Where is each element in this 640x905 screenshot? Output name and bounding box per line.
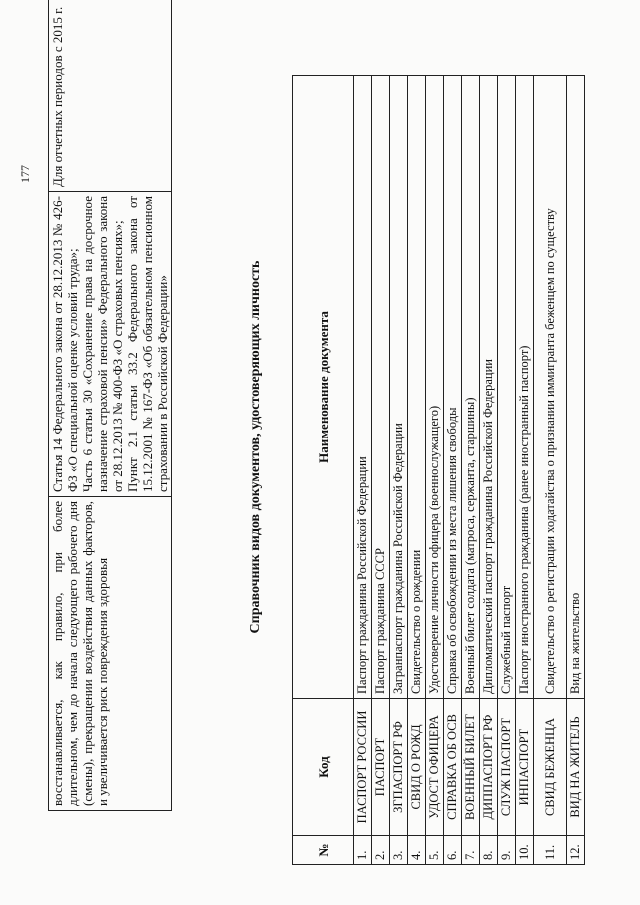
legal-basis-paragraph-1: Статья 14 Федерального закона от 28.12.2013 № 426-ФЗ «О специальной оценке условий труда»; (50, 196, 80, 492)
row-code: СВИД БЕЖЕНЦА (534, 699, 567, 836)
table-row (567, 76, 585, 865)
table-row (516, 76, 534, 865)
row-num: 4. (408, 836, 426, 865)
table-header-row (293, 76, 354, 865)
row-code: ИНПАСПОРТ (516, 699, 534, 836)
identity-documents-table (292, 75, 585, 865)
header-code: Код (293, 699, 354, 836)
row-code: СВИД О РОЖД (408, 699, 426, 836)
row-name: Паспорт гражданина Российской Федерации (354, 76, 372, 699)
row-name: Вид на жительство (567, 76, 585, 699)
row-num: 12. (567, 836, 585, 865)
continuation-table (48, 0, 172, 811)
table-row (498, 76, 516, 865)
row-code: ПАСПОРТ (372, 699, 390, 836)
row-num: 7. (462, 836, 480, 865)
row-num: 5. (426, 836, 444, 865)
row-num: 3. (390, 836, 408, 865)
row-code: ДИППАСПОРТ РФ (480, 699, 498, 836)
header-name: Наименование документа (293, 76, 354, 699)
row-code: ПАСПОРТ РОССИИ (354, 699, 372, 836)
row-name: Военный билет солдата (матроса, сержанта, старшины) (462, 76, 480, 699)
table-row (426, 76, 444, 865)
reference-title: Справочник видов документов, удостоверяющих личность (248, 260, 263, 634)
legal-basis-paragraph-2: Часть 6 статьи 30 «Сохранение права на досрочное назначение страховой пенсии» Федерального закона от 28.12.2013 № 400-ФЗ «О страховых пенсиях»; (80, 196, 125, 492)
row-name: Служебный паспорт (498, 76, 516, 699)
row-name: Справка об освобождении из места лишения свободы (444, 76, 462, 699)
table-row (444, 76, 462, 865)
table-row (408, 76, 426, 865)
row-code: ЗГПАСПОРТ РФ (390, 699, 408, 836)
row-name: Удостоверение личности офицера (военнослужащего) (426, 76, 444, 699)
row-name: Свидетельство о рождении (408, 76, 426, 699)
row-num: 6. (444, 836, 462, 865)
header-num: № (293, 836, 354, 865)
row-num: 2. (372, 836, 390, 865)
period-cell: Для отчетных периодов с 2015 г. (49, 0, 172, 192)
row-code: СПРАВКА ОБ ОСВ (444, 699, 462, 836)
row-code: СЛУЖ ПАСПОРТ (498, 699, 516, 836)
row-name: Загранпаспорт гражданина Российской Федерации (390, 76, 408, 699)
legal-basis-paragraph-3: Пункт 2.1 статьи 33.2 Федерального закона от 15.12.2001 № 167-ФЗ «Об обязательном пенсионном страховании в Российской Федерации» (125, 196, 170, 492)
condition-description-cell: восстанавливается, как правило, при более длительном, чем до начала следующего рабочего дня (смены), прекращении воздействия данных факторов, и увеличивается риск повреждения здоровья (49, 497, 172, 811)
row-num: 11. (534, 836, 567, 865)
legal-basis-cell (49, 192, 172, 497)
row-name: Дипломатический паспорт гражданина Российской Федерации (480, 76, 498, 699)
table-row (372, 76, 390, 865)
row-name: Свидетельство о регистрации ходатайства о признании иммигранта беженцем по существу (534, 76, 567, 699)
table-row (534, 76, 567, 865)
row-num: 1. (354, 836, 372, 865)
table-row (462, 76, 480, 865)
table-row (480, 76, 498, 865)
row-num: 9. (498, 836, 516, 865)
table-row (354, 76, 372, 865)
row-name: Паспорт иностранного гражданина (ранее иностранный паспорт) (516, 76, 534, 699)
row-name: Паспорт гражданина СССР (372, 76, 390, 699)
table-row (49, 0, 172, 811)
row-code: УДОСТ ОФИЦЕРА (426, 699, 444, 836)
page-number: 177 (18, 165, 32, 183)
row-num: 8. (480, 836, 498, 865)
row-num: 10. (516, 836, 534, 865)
row-code: ВОЕННЫЙ БИЛЕТ (462, 699, 480, 836)
row-code: ВИД НА ЖИТЕЛЬ (567, 699, 585, 836)
table-row (390, 76, 408, 865)
